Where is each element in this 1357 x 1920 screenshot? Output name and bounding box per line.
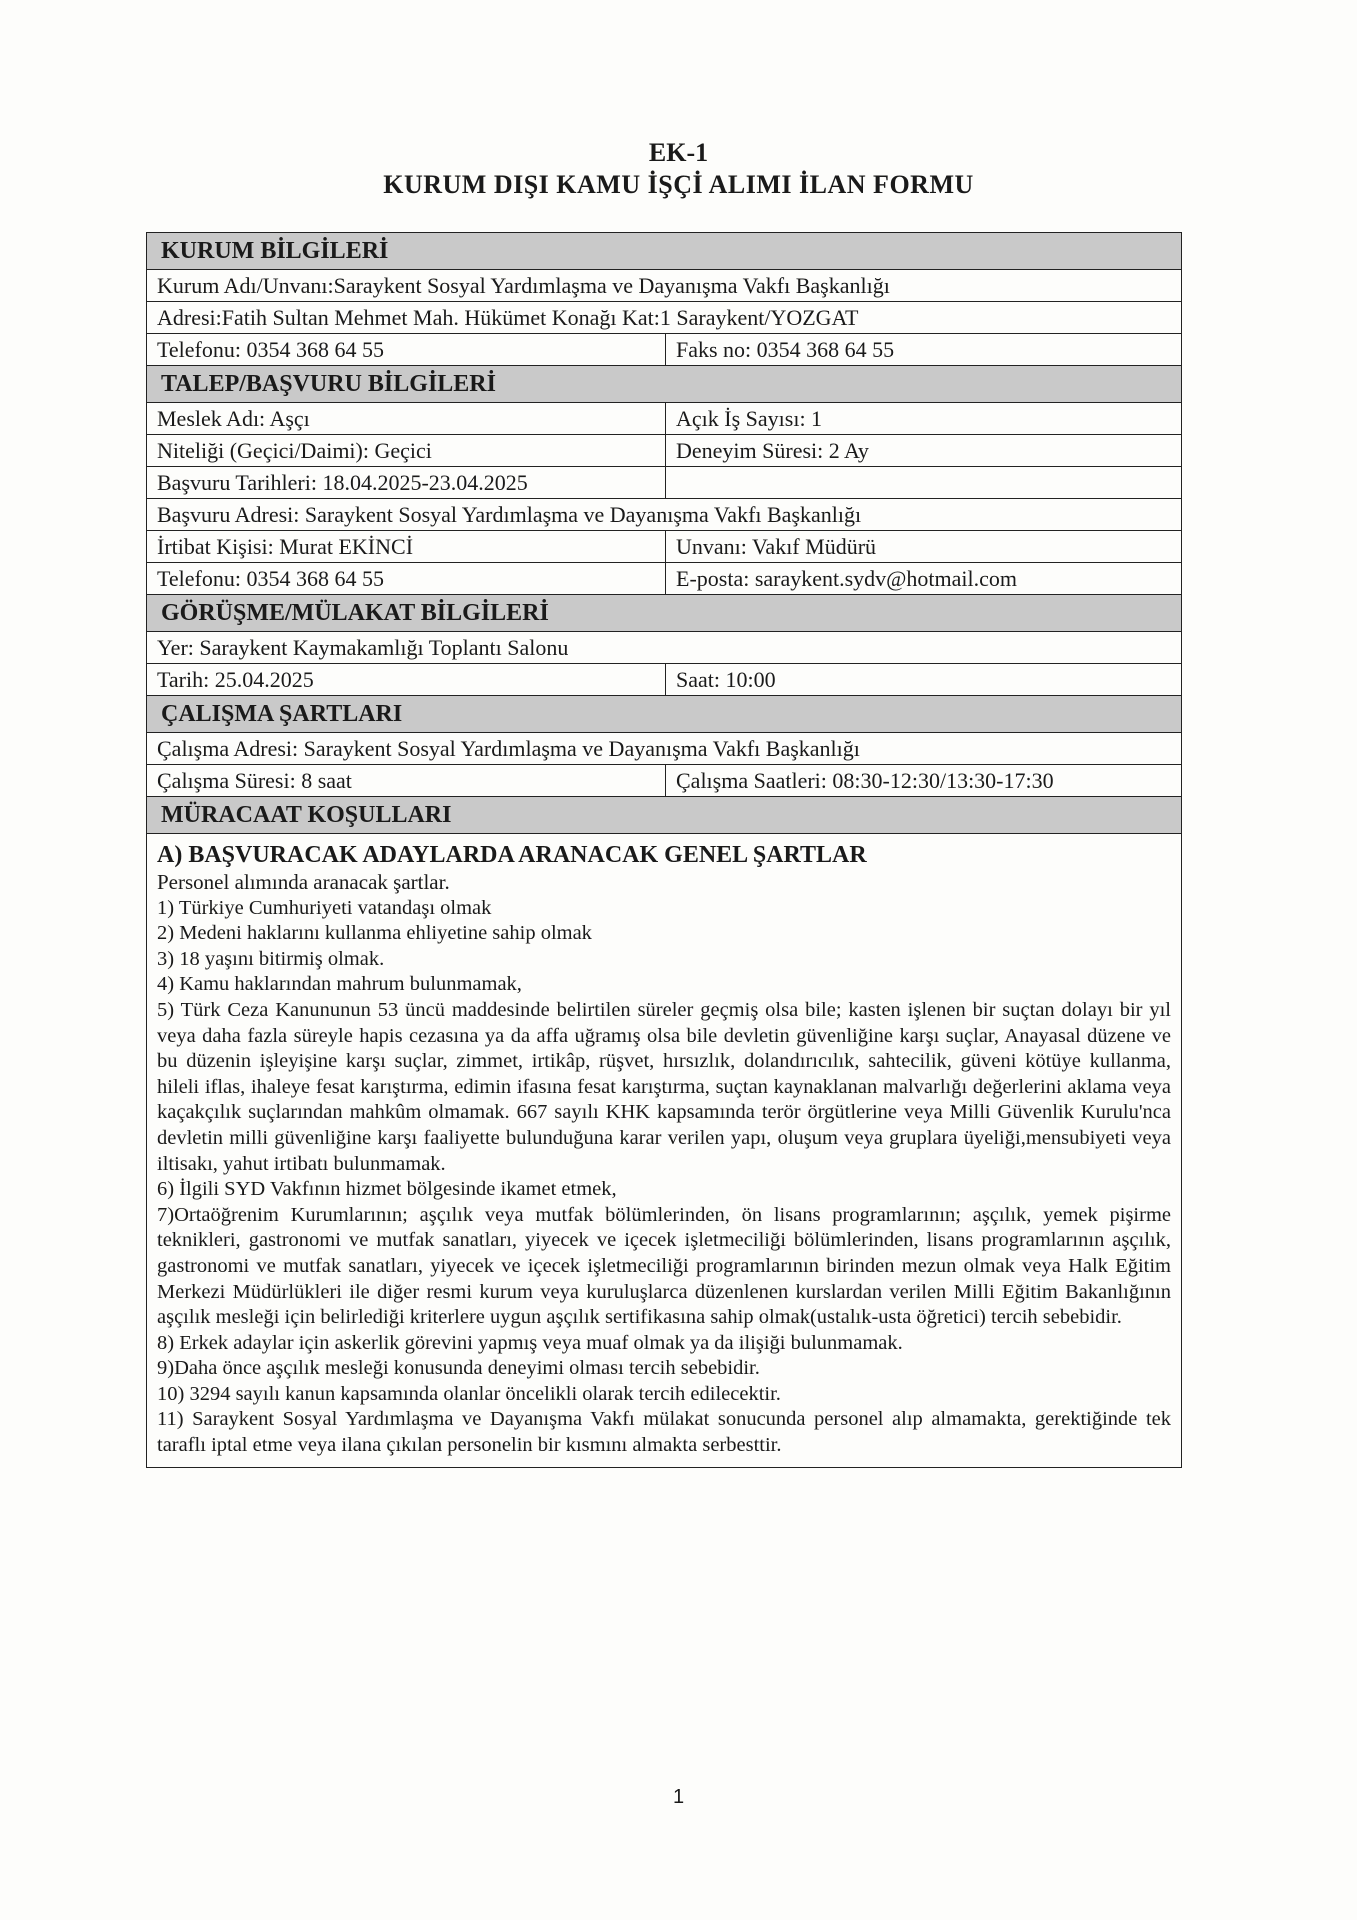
condition-item: 4) Kamu haklarından mahrum bulunmamak, <box>157 973 522 996</box>
section-kurum-bilgileri <box>147 233 1181 270</box>
condition-item: 5) Türk Ceza Kanununun 53 üncü maddesinde belirtilen süreler geçmiş olsa bile; kasten işlenen bir suçtan dolayı bir yıl veya daha fazla süreyle hapis cezasına ya da affa uğramış olsa bile devletin güvenliğine karşı suçlar, Anayasal düzene ve bu düzenin işleyişine karşı suçlar, zimmet, irtikâp, rüşvet, hırsızlık, dolandırıcılık, sahtecilik, güveni kötüye kullanma, hileli iflas, ihaleye fesat karıştırma, edimin ifasına fesat karıştırma, suçtan kaynaklanan malvarlığı değerlerini aklama veya kaçakçılık suçlarından mahkûm olmamak. 667 sayılı KHK kapsamında terör örgütlerine veya Milli Güvenlik Kurulu'nca devletin milli güvenliğine karşı faaliyette bulunduğuna karar verilen yapı, oluşum veya gruplara üyeliği,mensubiyeti veya iltisakı, yahut irtibatı bulunmamak. <box>157 998 1171 1175</box>
row-kurum-iletisim <box>147 334 1181 366</box>
conditions-intro: Personel alımında aranacak şartlar. <box>157 870 450 894</box>
gorusme-yer: Yer: Saraykent Kaymakamlığı Toplantı Salonu <box>157 634 569 660</box>
condition-item: 9)Daha önce aşçılık mesleği konusunda deneyimi olması tercih sebebidir. <box>157 1357 760 1380</box>
condition-item: 11) Saraykent Sosyal Yardımlaşma ve Dayanışma Vakfı mülakat sonucunda personel alıp almamakta, gerektiğinde tek taraflı iptal etme veya ilana çıkılan personelin bir kısmını almakta serbesttir. <box>157 1408 1171 1457</box>
nitelik: Niteliği (Geçici/Daimi): Geçici <box>147 435 666 466</box>
row-calisma-adresi <box>147 733 1181 765</box>
kurum-name: Kurum Adı/Unvanı:Saraykent Sosyal Yardımlaşma ve Dayanışma Vakfı Başkanlığı <box>157 272 890 298</box>
talep-email: E-posta: saraykent.sydv@hotmail.com <box>676 565 1018 591</box>
section-gorusme-mulakat <box>147 595 1181 632</box>
page-number: 1 <box>672 1786 685 1808</box>
row-basvuru-tarihleri <box>147 467 1181 499</box>
section-title: GÖRÜŞME/MÜLAKAT BİLGİLERİ <box>161 599 549 626</box>
condition-item: 8) Erkek adaylar için askerlik görevini yapmış veya muaf olmak ya da ilişiği bulunmamak. <box>157 1331 903 1354</box>
condition-item: 6) İlgili SYD Vakfının hizmet bölgesinde ikamet etmek, <box>157 1178 617 1201</box>
basvuru-adresi: Başvuru Adresi: Saraykent Sosyal Yardımlaşma ve Dayanışma Vakfı Başkanlığı <box>157 501 862 527</box>
kurum-fax: Faks no: 0354 368 64 55 <box>676 336 895 362</box>
section-title: KURUM BİLGİLERİ <box>161 237 389 264</box>
section-muracaat-kosullari <box>147 797 1181 834</box>
section-talep-basvuru <box>147 366 1181 403</box>
section-title: MÜRACAAT KOŞULLARI <box>161 801 452 828</box>
kurum-address: Adresi:Fatih Sultan Mehmet Mah. Hükümet Konağı Kat:1 Saraykent/YOZGAT <box>157 304 859 330</box>
condition-item: 3) 18 yaşını bitirmiş olmak. <box>157 947 385 970</box>
condition-item: 7)Ortaöğrenim Kurumlarının; aşçılık veya mutfak bölümlerinden, ön lisans programlarının; aşçılık, yemek pişirme teknikleri, gastronomi ve mutfak sanatları, yiyecek ve içecek işletmeciliği bölümlerinden, lisans programlarının aşçılık, gastronomi ve mutfak sanatları, yiyecek ve içecek işletmeciliği programlarının birinden mezun olmak veya Halk Eğitim Merkezi Müdürlükleri ile diğer resmi kurum veya kuruluşlarca düzenlenen kurslardan verilen Milli Eğitim Bakanlığının aşçılık mesleği için belirlediği kriterlere uygun aşçılık sertifikasına sahip olmak(ustalık-usta öğretici) tercih sebebidir. <box>157 1203 1171 1329</box>
section-title: TALEP/BAŞVURU BİLGİLERİ <box>161 370 496 397</box>
empty-cell <box>666 467 1181 498</box>
section-calisma-sartlari <box>147 696 1181 733</box>
irtibat-kisisi: İrtibat Kişisi: Murat EKİNCİ <box>147 531 666 562</box>
conditions-heading: A) BAŞVURACAK ADAYLARDA ARANACAK GENEL ŞARTLAR <box>157 842 867 868</box>
row-kurum-adres <box>147 302 1181 334</box>
talep-phone: Telefonu: 0354 368 64 55 <box>147 563 666 594</box>
calisma-adresi: Çalışma Adresi: Saraykent Sosyal Yardımlaşma ve Dayanışma Vakfı Başkanlığı <box>157 735 860 761</box>
condition-item: 2) Medeni haklarını kullanma ehliyetine sahip olmak <box>157 922 592 945</box>
row-calisma-sure <box>147 765 1181 797</box>
announcement-form <box>146 232 1182 1468</box>
section-title: ÇALIŞMA ŞARTLARI <box>161 700 403 727</box>
kurum-phone: Telefonu: 0354 368 64 55 <box>147 334 666 365</box>
conditions-block <box>147 834 1181 1467</box>
row-basvuru-adresi <box>147 499 1181 531</box>
form-title: KURUM DIŞI KAMU İŞÇİ ALIMI İLAN FORMU <box>383 170 974 199</box>
row-talep-iletisim <box>147 563 1181 595</box>
row-meslek <box>147 403 1181 435</box>
unvan: Unvanı: Vakıf Müdürü <box>676 533 877 559</box>
annex-label: EK-1 <box>648 138 709 167</box>
acik-is-sayisi: Açık İş Sayısı: 1 <box>676 405 823 431</box>
condition-item: 1) Türkiye Cumhuriyeti vatandaşı olmak <box>157 896 492 919</box>
meslek-adi: Meslek Adı: Aşçı <box>147 403 666 434</box>
gorusme-saat: Saat: 10:00 <box>676 666 776 692</box>
calisma-suresi: Çalışma Süresi: 8 saat <box>147 765 666 796</box>
page-header <box>0 138 1357 202</box>
row-nitelik <box>147 435 1181 467</box>
row-kurum-adi <box>147 270 1181 302</box>
row-yer <box>147 632 1181 664</box>
calisma-saatleri: Çalışma Saatleri: 08:30-12:30/13:30-17:30 <box>676 767 1054 793</box>
deneyim-suresi: Deneyim Süresi: 2 Ay <box>676 437 869 463</box>
gorusme-tarih: Tarih: 25.04.2025 <box>147 664 666 695</box>
row-tarih-saat <box>147 664 1181 696</box>
basvuru-tarihleri: Başvuru Tarihleri: 18.04.2025-23.04.2025 <box>147 467 666 498</box>
row-irtibat <box>147 531 1181 563</box>
condition-item: 10) 3294 sayılı kanun kapsamında olanlar öncelikli olarak tercih edilecektir. <box>157 1382 781 1405</box>
